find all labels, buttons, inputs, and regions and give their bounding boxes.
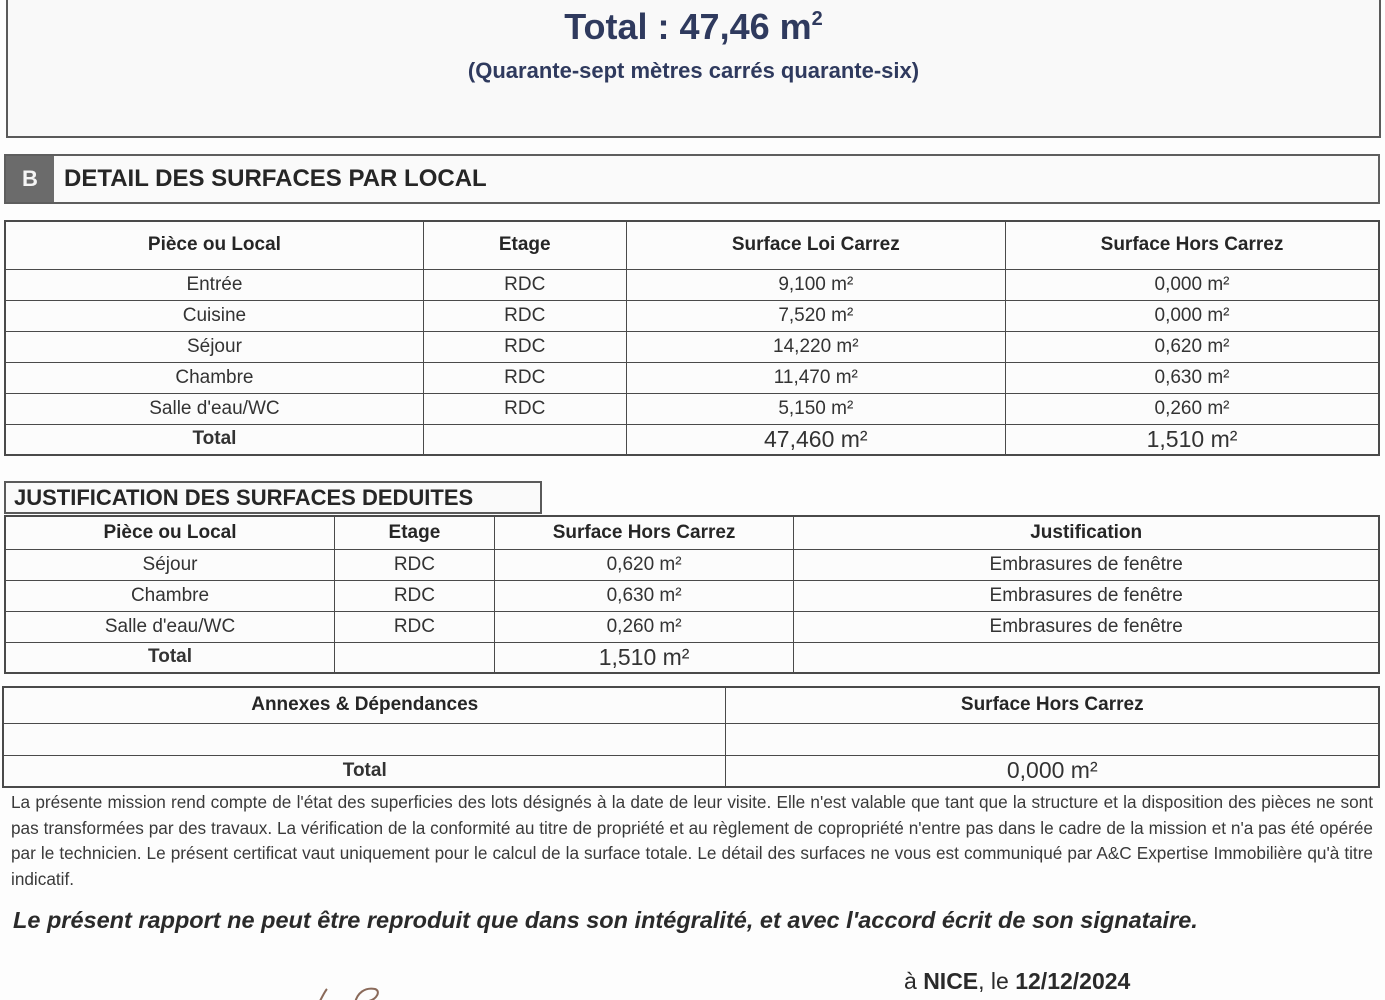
city: NICE xyxy=(923,968,979,994)
table-row xyxy=(5,549,1379,580)
column-header-piece: Pièce ou Local xyxy=(5,516,335,549)
section-b-header xyxy=(4,154,1380,204)
column-header-hors-carrez: Surface Hors Carrez xyxy=(726,687,1379,723)
cell-annexe xyxy=(3,723,726,755)
table-row xyxy=(5,580,1379,611)
cell-loi-carrez: 9,100 m² xyxy=(626,269,1005,300)
cell-piece: Cuisine xyxy=(5,300,423,331)
table-total-row xyxy=(5,642,1379,673)
cell-justification: Embrasures de fenêtre xyxy=(794,580,1379,611)
cell-etage: RDC xyxy=(423,331,626,362)
total-surface-in-words: (Quarante-sept mètres carrés quarante-six) xyxy=(467,58,920,83)
table-header-row xyxy=(3,687,1379,723)
cell-hors-carrez: 0,260 m² xyxy=(494,611,794,642)
table-row xyxy=(5,269,1379,300)
column-header-loi-carrez: Surface Loi Carrez xyxy=(626,221,1005,269)
table-row xyxy=(5,300,1379,331)
table-header-row xyxy=(5,221,1379,269)
cell-etage: RDC xyxy=(423,393,626,424)
cell-hors-carrez: 0,620 m² xyxy=(1006,331,1379,362)
table-header-row xyxy=(5,516,1379,549)
cell-total-label: Total xyxy=(3,755,726,787)
cell-justification: Embrasures de fenêtre xyxy=(794,549,1379,580)
place-and-date xyxy=(904,968,1130,995)
column-header-etage: Etage xyxy=(423,221,626,269)
surfaces-by-room-table xyxy=(4,220,1380,456)
cell-etage: RDC xyxy=(423,362,626,393)
cell-piece: Entrée xyxy=(5,269,423,300)
cell-total-hors-carrez: 1,510 m² xyxy=(1006,424,1379,455)
cell-hors-carrez xyxy=(726,723,1379,755)
cell-total-label: Total xyxy=(5,424,423,455)
cell-loi-carrez: 11,470 m² xyxy=(626,362,1005,393)
cell-empty xyxy=(423,424,626,455)
cell-piece: Séjour xyxy=(5,549,335,580)
cell-hors-carrez: 0,630 m² xyxy=(494,580,794,611)
table-total-row xyxy=(5,424,1379,455)
cell-empty xyxy=(335,642,495,673)
justification-section-title: JUSTIFICATION DES SURFACES DEDUITES xyxy=(4,481,542,514)
annexes-table xyxy=(2,686,1380,788)
cell-total-hors-carrez: 1,510 m² xyxy=(494,642,794,673)
cell-etage: RDC xyxy=(335,549,495,580)
table-total-row xyxy=(3,755,1379,787)
section-letter-badge: B xyxy=(6,156,54,202)
column-header-annexes: Annexes & Dépendances xyxy=(3,687,726,723)
column-header-piece: Pièce ou Local xyxy=(5,221,423,269)
cell-total-loi-carrez: 47,460 m² xyxy=(626,424,1005,455)
table-row-empty xyxy=(3,723,1379,755)
table-row xyxy=(5,393,1379,424)
total-summary-box xyxy=(6,0,1381,138)
signature-icon xyxy=(305,985,425,1000)
column-header-hors-carrez: Surface Hors Carrez xyxy=(1006,221,1379,269)
cell-hors-carrez: 0,260 m² xyxy=(1006,393,1379,424)
cell-total-hors-carrez: 0,000 m² xyxy=(726,755,1379,787)
section-title: DETAIL DES SURFACES PAR LOCAL xyxy=(64,165,487,192)
cell-piece: Chambre xyxy=(5,580,335,611)
place-prefix: à xyxy=(904,968,924,994)
cell-hors-carrez: 0,630 m² xyxy=(1006,362,1379,393)
cell-empty xyxy=(794,642,1379,673)
cell-loi-carrez: 14,220 m² xyxy=(626,331,1005,362)
total-surface-unit-sup: 2 xyxy=(811,8,823,30)
cell-piece: Salle d'eau/WC xyxy=(5,611,335,642)
cell-total-label: Total xyxy=(5,642,335,673)
cell-hors-carrez: 0,000 m² xyxy=(1006,269,1379,300)
cell-etage: RDC xyxy=(335,611,495,642)
table-row xyxy=(5,331,1379,362)
cell-hors-carrez: 0,000 m² xyxy=(1006,300,1379,331)
total-surface-value: Total : 47,46 m xyxy=(564,6,812,47)
disclaimer-paragraph: La présente mission rend compte de l'état des superficies des lots désignés à la date de leur visite. Elle n'est valable que tant que la structure et la disposition des pièces ne sont pas transformées par des travaux. La vérification de la conformité au titre de propriété et au règlement de copropriété n'entre pas dans le cadre de la mission et n'a pas été opérée par le technicien. Le présent certificat vaut uniquement pour le calcul de la surface totale. Le détail des surfaces ne vous est communiqué par A&C Expertise Immobilière qu'à titre indicatif. xyxy=(11,792,1373,889)
cell-loi-carrez: 7,520 m² xyxy=(626,300,1005,331)
column-header-hors-carrez: Surface Hors Carrez xyxy=(494,516,794,549)
cell-piece: Salle d'eau/WC xyxy=(5,393,423,424)
reproduction-notice: Le présent rapport ne peut être reproduit que dans son intégralité, et avec l'accord écrit de son signataire. xyxy=(13,907,1198,933)
total-surface xyxy=(8,6,1379,48)
cell-piece: Chambre xyxy=(5,362,423,393)
cell-hors-carrez: 0,620 m² xyxy=(494,549,794,580)
cell-loi-carrez: 5,150 m² xyxy=(626,393,1005,424)
cell-etage: RDC xyxy=(335,580,495,611)
cell-justification: Embrasures de fenêtre xyxy=(794,611,1379,642)
cell-etage: RDC xyxy=(423,300,626,331)
table-row xyxy=(5,611,1379,642)
cell-etage: RDC xyxy=(423,269,626,300)
cell-piece: Séjour xyxy=(5,331,423,362)
column-header-etage: Etage xyxy=(335,516,495,549)
date-prefix: , le xyxy=(978,968,1016,994)
column-header-justification: Justification xyxy=(794,516,1379,549)
date: 12/12/2024 xyxy=(1015,968,1131,994)
table-row xyxy=(5,362,1379,393)
deducted-surfaces-table xyxy=(4,515,1380,674)
